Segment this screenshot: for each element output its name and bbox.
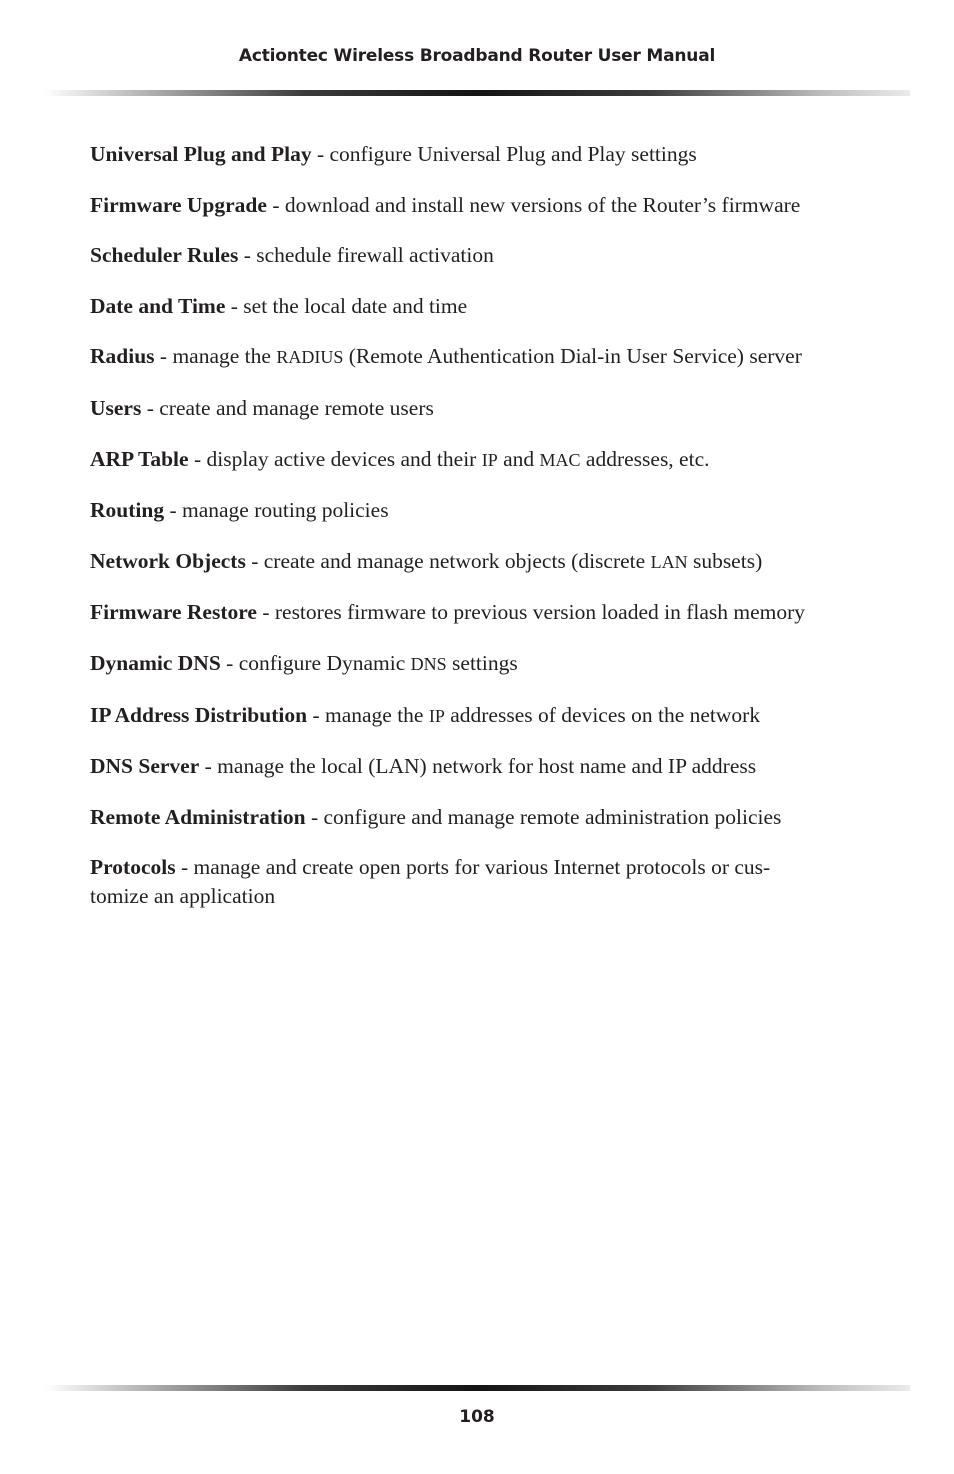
- footer-rule: [44, 1385, 910, 1391]
- entry-term: IP Address Distribution: [90, 702, 308, 727]
- entry-users: [90, 394, 870, 423]
- entry-description: - configure Dynamic: [220, 650, 411, 675]
- entry-term: Users: [90, 395, 142, 420]
- entry-description: - configure Universal Plug and Play settings: [311, 142, 697, 166]
- entry-description: - schedule firewall activation: [238, 243, 494, 268]
- entry-description: addresses of devices on the network: [444, 702, 761, 727]
- entry-term: Dynamic DNS: [90, 650, 221, 675]
- entry-abbreviation: MAC: [539, 449, 581, 470]
- entry-description-continued: tomize an application: [90, 884, 276, 909]
- entry-description: - manage the local (LAN) network for host name and IP address: [199, 754, 757, 779]
- entry-term: Routing: [90, 498, 165, 523]
- entry-description: - manage and create open ports for various Internet protocols or cus-: [175, 855, 771, 880]
- menu-descriptions: [90, 140, 870, 933]
- entry-ip-address-distribution: [90, 701, 870, 731]
- entry-term: Universal Plug and Play: [90, 142, 312, 166]
- entry-dns-server: [90, 752, 870, 781]
- page-number: 108: [459, 1407, 495, 1427]
- entry-description: subsets): [687, 548, 763, 573]
- entry-term: Date and Time: [90, 293, 226, 318]
- entry-universal-plug-and-play: [90, 140, 870, 169]
- entry-description: addresses, etc.: [580, 446, 710, 471]
- entry-description: (Remote Authentication Dial-in User Service) server: [343, 344, 802, 369]
- entry-network-objects: [90, 547, 870, 577]
- entry-remote-administration: [90, 803, 870, 832]
- entry-abbreviation: DNS: [410, 653, 447, 674]
- entry-term: Firmware Restore: [90, 600, 257, 625]
- entry-term: Protocols: [90, 855, 176, 880]
- entry-description: - restores firmware to previous version loaded in flash memory: [256, 600, 806, 625]
- entry-description: settings: [446, 650, 518, 675]
- entry-description: - create and manage remote users: [141, 395, 434, 420]
- entry-description: - configure and manage remote administration policies: [305, 804, 782, 829]
- entry-routing: [90, 496, 870, 525]
- entry-term: DNS Server: [90, 754, 200, 779]
- entry-abbreviation: IP: [481, 449, 498, 470]
- entry-term: Network Objects: [90, 548, 246, 573]
- entry-description: - manage routing policies: [164, 498, 389, 523]
- entry-term: Remote Administration: [90, 804, 306, 829]
- entry-description: - display active devices and their: [188, 446, 482, 471]
- entry-description: - manage the: [154, 344, 277, 369]
- header-rule: [44, 90, 910, 96]
- entry-description: - create and manage network objects (discrete: [245, 548, 651, 573]
- entry-date-and-time: [90, 292, 870, 321]
- entry-term: Firmware Upgrade: [90, 192, 267, 217]
- entry-term: Scheduler Rules: [90, 243, 239, 268]
- entry-term: Radius: [90, 344, 155, 369]
- entry-firmware-restore: [90, 598, 870, 627]
- entry-term: ARP Table: [90, 446, 189, 471]
- entry-description: - download and install new versions of the Router’s firmware: [266, 192, 801, 217]
- entry-protocols: [90, 853, 870, 911]
- entry-description: - manage the: [307, 702, 429, 727]
- entry-radius: [90, 342, 870, 372]
- entry-description: - set the local date and time: [225, 293, 468, 318]
- entry-firmware-upgrade: [90, 191, 870, 220]
- entry-scheduler-rules: [90, 241, 870, 270]
- entry-abbreviation: IP: [428, 705, 445, 726]
- page-header-title: Actiontec Wireless Broadband Router User Manual: [238, 46, 716, 66]
- entry-dynamic-dns: [90, 649, 870, 679]
- entry-abbreviation: RADIUS: [276, 347, 344, 368]
- entry-description: and: [497, 446, 540, 471]
- entry-arp-table: [90, 445, 870, 475]
- entry-abbreviation: LAN: [650, 551, 688, 572]
